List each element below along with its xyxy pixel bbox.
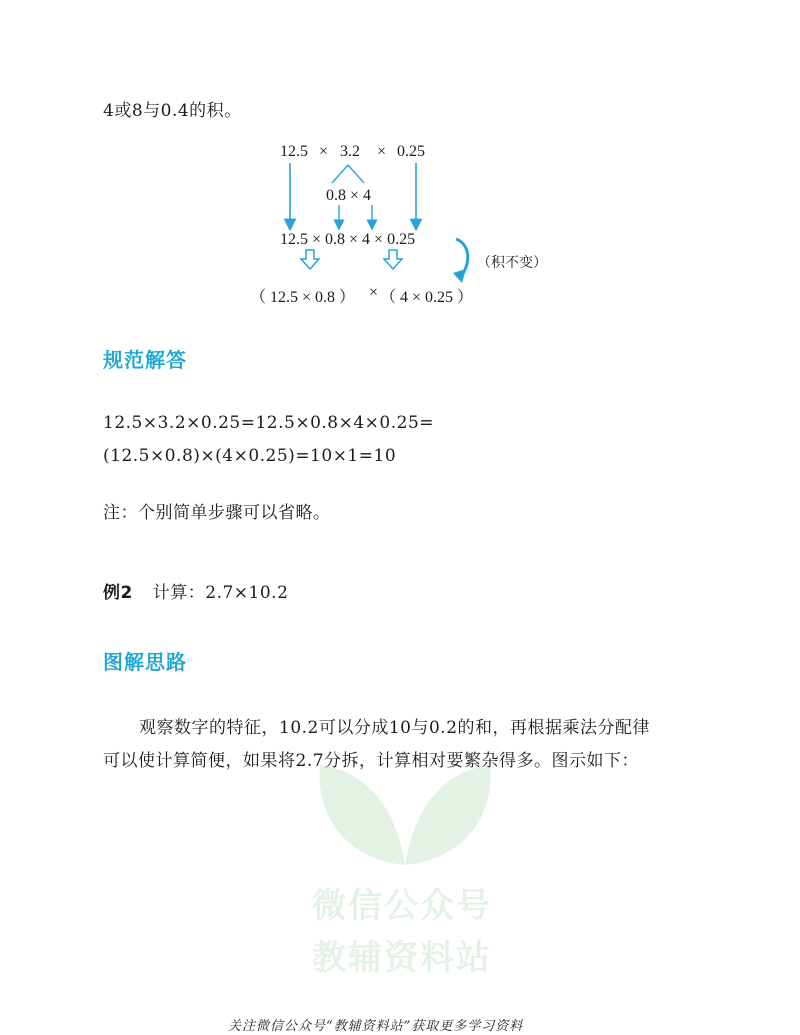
top-3-2: 3.2	[340, 143, 360, 160]
solution-note: 注：个别简单步骤可以省略。	[103, 503, 331, 523]
example-2	[103, 578, 288, 603]
example-text: 计算：2.7×10.2	[152, 583, 289, 603]
watermark	[290, 750, 520, 990]
example-label: 例2	[103, 583, 133, 603]
branch-left	[332, 165, 348, 183]
hollow-arrow-right	[384, 250, 402, 269]
intro-line: 4或8与0.4的积。	[103, 101, 242, 121]
section-heading-solution: 规范解答	[103, 348, 187, 372]
middle-row: 12.5 × 0.8 × 4 × 0.25	[280, 231, 416, 248]
top-times-1: ×	[319, 143, 329, 160]
approach-para-line-1: 观察数字的特征，10.2可以分成10与0.2的和，再根据乘法分配律	[139, 718, 651, 738]
hollow-arrow-left	[301, 250, 319, 269]
top-0-25: 0.25	[397, 143, 425, 160]
group-times: ×	[369, 284, 379, 301]
curved-arrow-head	[453, 269, 466, 283]
solution-line-2: (12.5×0.8)×(4×0.25)=10×1=10	[103, 446, 397, 466]
watermark-leaf-icon	[290, 750, 520, 870]
solution-line-1: 12.5×3.2×0.25=12.5×0.8×4×0.25=	[103, 413, 435, 433]
regrouping-diagram	[240, 135, 580, 310]
watermark-line-1: 微信公众号	[312, 886, 492, 926]
group-left: （ 12.5 × 0.8 ）	[250, 289, 356, 306]
section-heading-approach: 图解思路	[103, 650, 187, 674]
branch-right	[348, 165, 364, 183]
footer-note: 关注微信公众号“教辅资料站”获取更多学习资料	[228, 1019, 524, 1034]
approach-para-line-2: 可以使计算简便，如果将2.7分拆，计算相对要繁杂得多。图示如下：	[103, 751, 640, 771]
watermark-line-2: 教辅资料站	[312, 938, 492, 978]
split-label: 0.8 × 4	[326, 187, 372, 204]
top-times-2: ×	[377, 143, 387, 160]
invariant-note: （积不变）	[477, 255, 547, 271]
group-right: （ 4 × 0.25 ）	[380, 289, 474, 306]
top-12-5: 12.5	[280, 143, 308, 160]
